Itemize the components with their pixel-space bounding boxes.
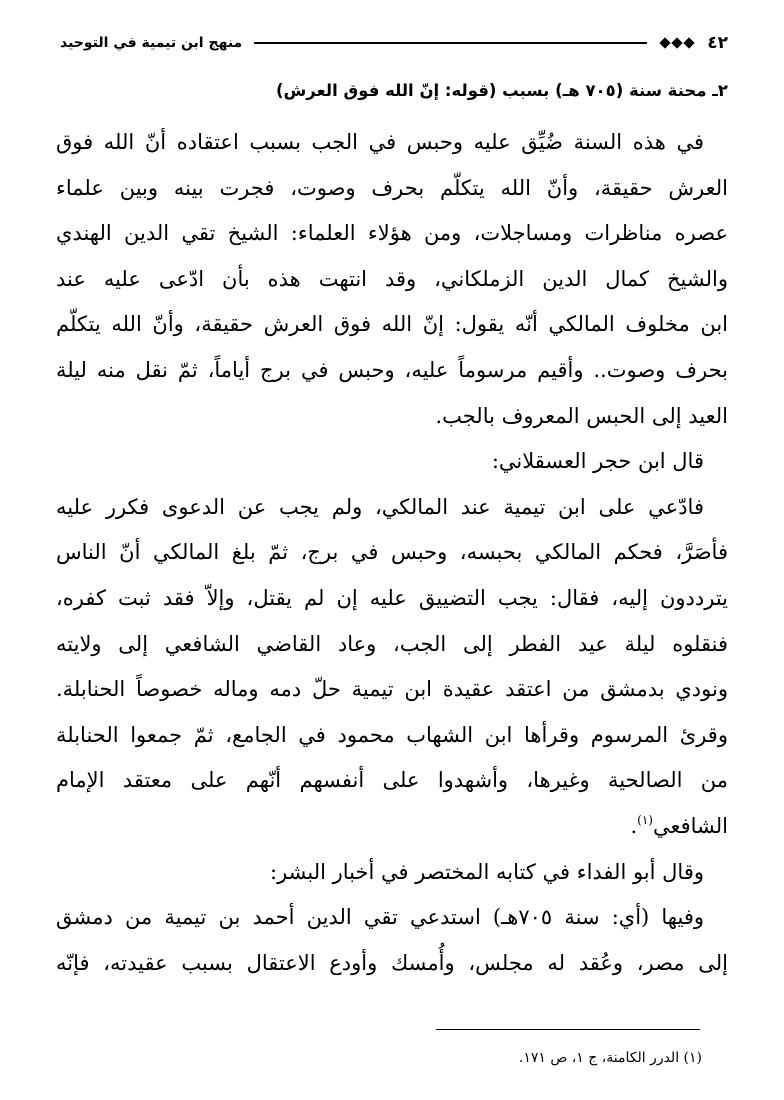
text-line: العرش حقيقة، وأنّ الله يتكلّم بحرف وصوت، فجرت بينه وبين علماء xyxy=(56,175,728,200)
quote-intro-line: قال ابن حجر العسقلاني: xyxy=(491,449,704,474)
footnote-divider xyxy=(436,1029,700,1030)
quote-intro-line: وقال أبو الفداء في كتابه المختصر في أخبار البشر: xyxy=(270,859,704,884)
header-ornament xyxy=(661,39,693,47)
text-line: فأصَرَّ، فحكم المالكي بحبسه، وحبس في برج، ثمّ بلغ المالكي أنّ الناس xyxy=(56,540,728,565)
text-line: والشيخ كمال الدين الزملكاني، وقد انتهت هذه بأن ادّعى عليه عند xyxy=(56,266,728,291)
text-line: وفيها (أي: سنة ٧٠٥هـ) استدعي تقي الدين أحمد بن تيمية من دمشق xyxy=(56,905,704,930)
footnote-item: (١) الدرر الكامنة، ج ١، ص ١٧١. xyxy=(518,1050,702,1066)
text-line: ونودي بدمشق من اعتقد عقيدة ابن تيمية حلّ دمه وماله خصوصاً الحنابلة. xyxy=(56,677,728,702)
page-number: ٤٢ xyxy=(707,33,728,53)
text-line: وقرئ المرسوم وقرأها ابن الشهاب محمود في الجامع، ثمّ جمعوا الحنابلة xyxy=(56,722,728,747)
header-rule xyxy=(254,42,647,44)
body-text xyxy=(56,120,728,986)
section-heading: ٢ـ محنة سنة (٧٠٥ هـ) بسبب (قوله: إنّ الله فوق العرش) xyxy=(275,81,728,100)
text-line: في هذه السنة ضُيِّق عليه وحبس في الجب بسبب اعتقاده أنّ الله فوق xyxy=(56,130,704,154)
text-line: العيد إلى الحبس المعروف بالجب. xyxy=(435,403,728,428)
footnote-reference[interactable]: (١) xyxy=(637,812,653,827)
text-line: من الصالحية وغيرها، وأشهدوا على أنفسهم أنّهم على معتقد الإمام xyxy=(56,768,728,793)
text-line: فنقلوه ليلة عيد الفطر إلى الجب، وعاد القاضي الشافعي إلى ولايته xyxy=(56,631,728,656)
text-line: ابن مخلوف المالكي أنّه يقول: إنّ الله فوق العرش حقيقة، وأنّ الله يتكلّم xyxy=(56,312,728,337)
diamond-icon xyxy=(672,37,683,48)
text-line: عصره مناظرات ومساجلات، ومن هؤلاء العلماء: الشيخ تقي الدين الهندي xyxy=(56,221,728,246)
diamond-icon xyxy=(684,37,695,48)
sentence-end: . xyxy=(630,813,638,838)
text-line: يترددون إليه، فقال: يجب التضييق عليه إن لم يقتل، وإلاّ فقد ثبت كفره، xyxy=(56,585,728,610)
running-title: منهج ابن تيمية في التوحيد xyxy=(60,35,243,51)
running-header xyxy=(60,30,728,56)
text-line: إلى مصر، وعُقد له مجلس، وأُمسك وأودع الاعتقال بسبب عقيدته، فإنّه xyxy=(56,950,728,975)
text-fragment: الشافعي xyxy=(652,813,728,838)
text-line: بحرف وصوت.. وأقيم مرسوماً عليه، وحبس في برج أياماً، ثمّ نقل منه ليلة xyxy=(56,357,728,382)
text-line: فادّعي على ابن تيمية عند المالكي، ولم يجب عن الدعوى فكرر عليه xyxy=(56,494,704,519)
diamond-icon xyxy=(660,37,671,48)
text-line-with-footnote xyxy=(56,804,728,850)
